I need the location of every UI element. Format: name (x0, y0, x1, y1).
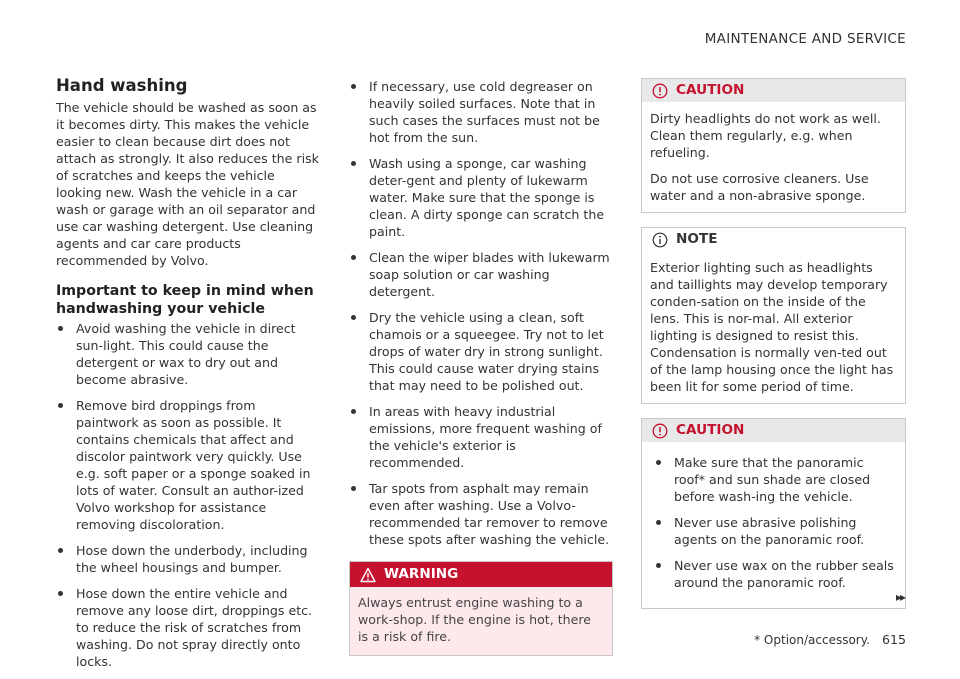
warning-triangle-icon (360, 567, 376, 583)
next-page-arrows-icon[interactable]: ▸▸ (895, 590, 904, 604)
warning-body: Always entrust engine washing to a work-shop. If the engine is hot, there is a risk of fire. (358, 595, 592, 644)
column-3 (641, 78, 906, 623)
info-circle-icon (652, 232, 668, 248)
footnote: * Option/accessory. (754, 633, 870, 647)
note-label: NOTE (676, 231, 718, 247)
page-number: 615 (881, 632, 906, 647)
column-1 (56, 76, 322, 679)
bullet-list-2 (349, 78, 613, 548)
column-2 (349, 78, 613, 670)
list-item: Hose down the entire vehicle and remove any loose dirt, droppings etc. to reduce the risk of scratches from washing. Do not spray directly onto locks. (56, 585, 322, 670)
caution-header-1 (642, 79, 905, 102)
list-item: If necessary, use cold degreaser on heavily soiled surfaces. Note that in such cases the surfaces must not be hot from the sun. (349, 78, 613, 146)
caution-body-2 (642, 442, 905, 608)
caution-header-2 (642, 419, 905, 442)
caution-box-2 (641, 418, 906, 609)
list-item: Clean the wiper blades with lukewarm soap solution or car washing detergent. (349, 249, 613, 300)
intro-paragraph: The vehicle should be washed as soon as it becomes dirty. This makes the vehicle easier to clean because dirt does not attach as strongly. It also reduces the risk of scratches and keeps the vehicle looking new. Wash the vehicle in a car wash or garage with an oil separator and use car washing detergent. Use cleaning agents and car care products recommended by Volvo. (56, 100, 319, 268)
list-item: Hose down the underbody, including the wheel housings and bumper. (56, 542, 322, 576)
note-body: Exterior lighting such as headlights and taillights may develop temporary conden-sation on the inside of the lens. This is nor-mal. All exterior lighting is designed to resist this. Condensation is normally ven-ted out of the lamp housing once the light has been lit for some period of time. (650, 260, 894, 394)
exclamation-circle-icon (652, 83, 668, 99)
list-item: In areas with heavy industrial emissions, more frequent washing of the vehicle's exterior is recommended. (349, 403, 613, 471)
page-footer (754, 632, 906, 647)
warning-header (350, 562, 612, 587)
caution-box-1 (641, 78, 906, 213)
list-item: Tar spots from asphalt may remain even after washing. Use a Volvo-recommended tar remover to remove these spots after washing the vehicle. (349, 480, 613, 548)
caution-body-1 (642, 102, 905, 212)
list-item: Never use abrasive polishing agents on the panoramic roof. (650, 514, 895, 548)
caution-paragraph: Do not use corrosive cleaners. Use water and a non-abrasive sponge. (650, 171, 869, 203)
list-item: Remove bird droppings from paintwork as soon as possible. It contains chemicals that affect and discolor paintwork very quickly. Use e.g. soft paper or a sponge soaked in lots of water. Consult an author-ized Volvo workshop for assistance removing discoloration. (56, 397, 322, 533)
bullet-list-1 (56, 320, 322, 670)
list-item: Never use wax on the rubber seals around the panoramic roof. (650, 557, 895, 591)
caution-bullet-list (650, 454, 895, 591)
note-header (642, 228, 905, 251)
section-header: MAINTENANCE AND SERVICE (704, 31, 906, 47)
subheading: Important to keep in mind when handwashing your vehicle (56, 283, 314, 317)
page-title: Hand washing (56, 76, 188, 95)
note-box (641, 227, 906, 404)
list-item: Wash using a sponge, car washing deter-gent and plenty of lukewarm water. Make sure that the sponge is clean. A dirty sponge can scratch the paint. (349, 155, 613, 240)
warning-label: WARNING (384, 566, 459, 582)
warning-box (349, 561, 613, 656)
exclamation-circle-icon (652, 423, 668, 439)
list-item: Make sure that the panoramic roof* and sun shade are closed before wash-ing the vehicle. (650, 454, 895, 505)
caution-label-1: CAUTION (676, 82, 745, 98)
list-item: Avoid washing the vehicle in direct sun-light. This could cause the detergent or wax to dry out and become abrasive. (56, 320, 322, 388)
caution-label-2: CAUTION (676, 422, 745, 438)
caution-paragraph: Dirty headlights do not work as well. Clean them regularly, e.g. when refueling. (650, 111, 881, 160)
list-item: Dry the vehicle using a clean, soft chamois or a squeegee. Try not to let drops of water dry in strong sunlight. This could cause water drying stains that may need to be polished out. (349, 309, 613, 394)
